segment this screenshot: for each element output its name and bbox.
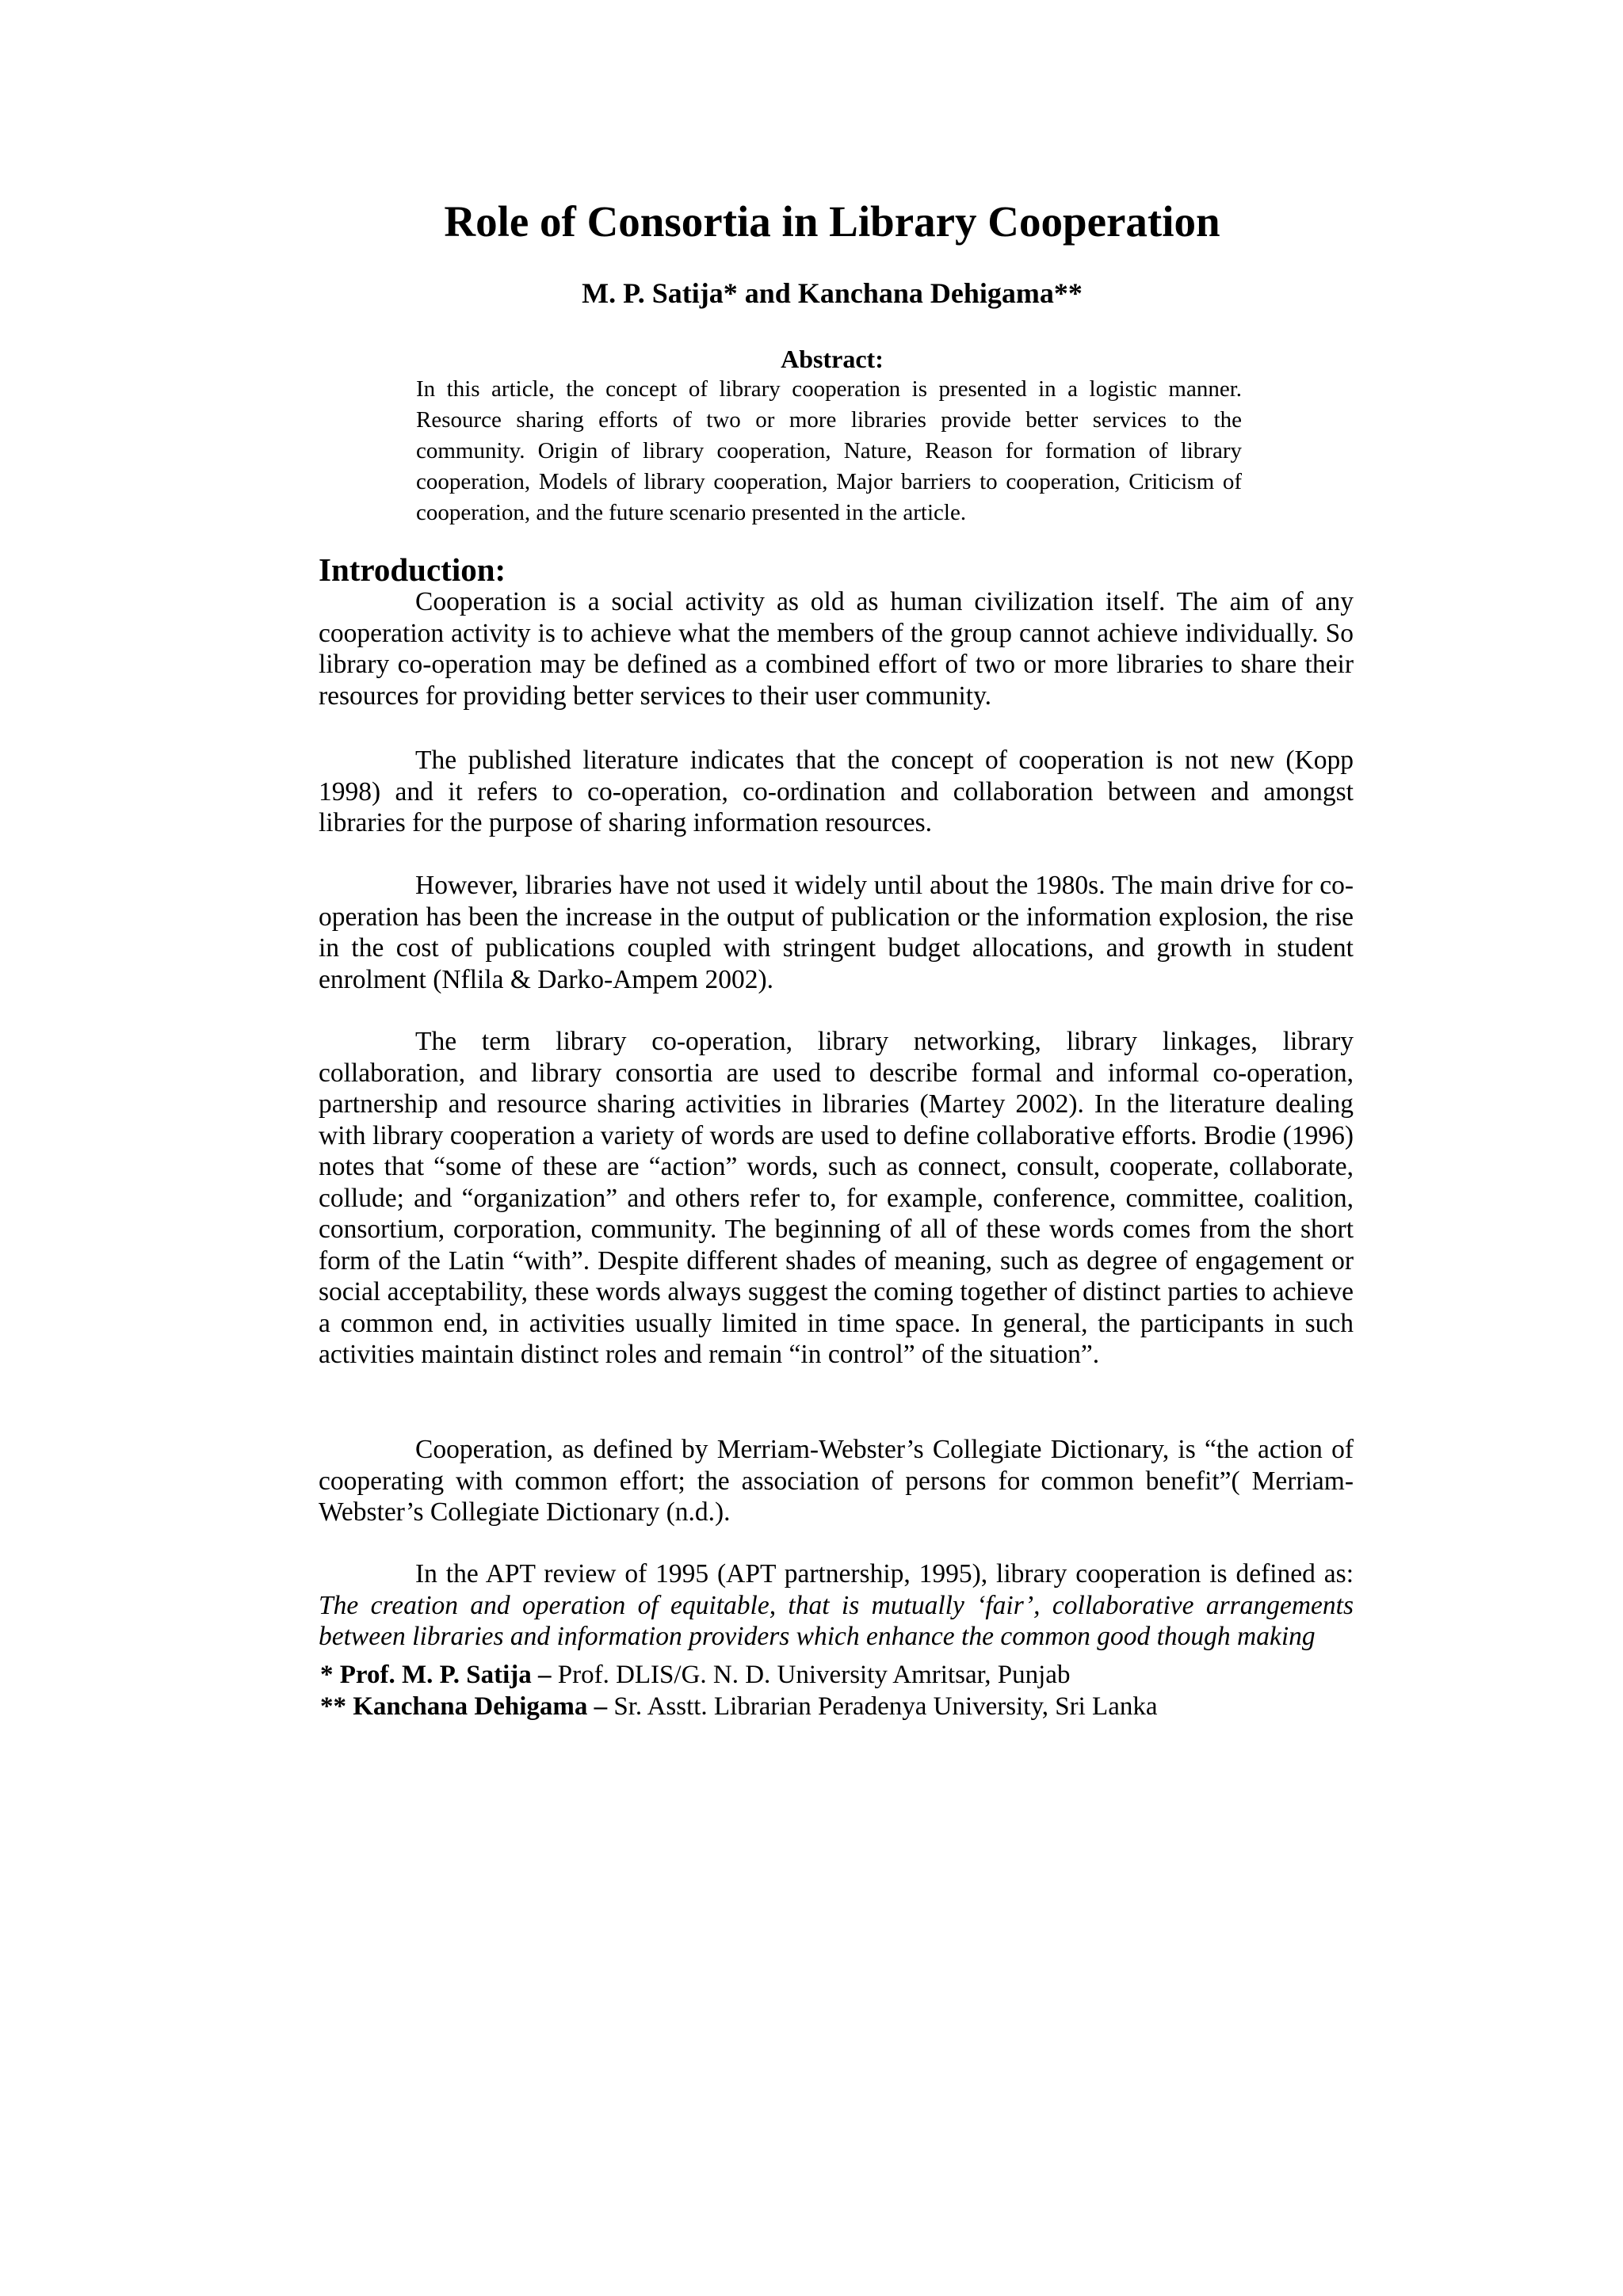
intro-paragraph-2: The published literature indicates that the concept of cooperation is not new (Kopp 1998) and it refers to co-operation, co-ordination and collaboration between and amongst libraries for the purpose of sharing information resources.	[319, 746, 1354, 837]
paper-title: Role of Consortia in Library Cooperation	[444, 197, 1220, 246]
footnote-dehigama	[320, 1691, 1430, 1722]
intro-paragraph-5: Cooperation, as defined by Merriam-Webster’s Collegiate Dictionary, is “the action of cooperating with common effort; the association of persons for common benefit”( Merriam-Webster’s Collegiate Dictionary (n.d.).	[319, 1435, 1354, 1527]
footnote-satija-name: * Prof. M. P. Satija –	[320, 1661, 552, 1689]
intro-paragraph-1: Cooperation is a social activity as old as human civilization itself. The aim of any cooperation activity is to achieve what the members of the group cannot achieve individually. So library co-operation may be defined as a combined effort of two or more libraries to share their resources for providing better services to their user community.	[319, 587, 1354, 711]
apt-definition-lead: In the APT review of 1995 (APT partnership, 1995), library cooperation is defined as:	[415, 1559, 1354, 1589]
author-footnotes	[320, 1659, 1430, 1722]
apt-definition-paragraph	[319, 1558, 1354, 1653]
footnote-dehigama-name: ** Kanchana Dehigama –	[320, 1692, 608, 1721]
introduction-heading: Introduction:	[319, 551, 506, 588]
footnote-satija-affiliation: Prof. DLIS/G. N. D. University Amritsar, Punjab	[557, 1661, 1071, 1689]
footnote-satija	[320, 1659, 1430, 1691]
apt-definition-quote: The creation and operation of equitable, that is mutually ‘fair’, collaborative arrangements between libraries and information providers which enhance the common good though making	[319, 1590, 1354, 1651]
footnote-dehigama-affiliation: Sr. Asstt. Librarian Peradenya University, Sri Lanka	[613, 1692, 1158, 1721]
intro-paragraph-4: The term library co-operation, library networking, library linkages, library collaboration, and library consortia are used to describe formal and informal co-operation, partnership and resource sharing activities in libraries (Martey 2002). In the literature dealing with library cooperation a variety of words are used to define collaborative efforts. Brodie (1996) notes that “some of these are “action” words, such as connect, consult, cooperate, collaborate, collude; and “organization” and others refer to, for example, conference, committee, coalition, consortium, corporation, community. The beginning of all of these words comes from the short form of the Latin “with”. Despite different shades of meaning, such as degree of engagement or social acceptability, these words always suggest the coming together of distinct parties to achieve a common end, in activities usually limited in time space. In general, the participants in such activities maintain distinct roles and remain “in control” of the situation”.	[319, 1027, 1354, 1369]
author-line: M. P. Satija* and Kanchana Dehigama**	[582, 277, 1083, 309]
intro-paragraph-3: However, libraries have not used it widely until about the 1980s. The main drive for co-operation has been the increase in the output of publication or the information explosion, the rise in the cost of publications coupled with stringent budget allocations, and growth in student enrolment (Nflila & Darko-Ampem 2002).	[319, 871, 1354, 994]
abstract-text: In this article, the concept of library cooperation is presented in a logistic manner. Resource sharing efforts of two or more libraries provide better services to the community. Origin of library cooperation, Nature, Reason for formation of library cooperation, Models of library cooperation, Major barriers to cooperation, Criticism of cooperation, and the future scenario presented in the article.	[416, 376, 1242, 525]
abstract-heading: Abstract:	[781, 345, 884, 373]
